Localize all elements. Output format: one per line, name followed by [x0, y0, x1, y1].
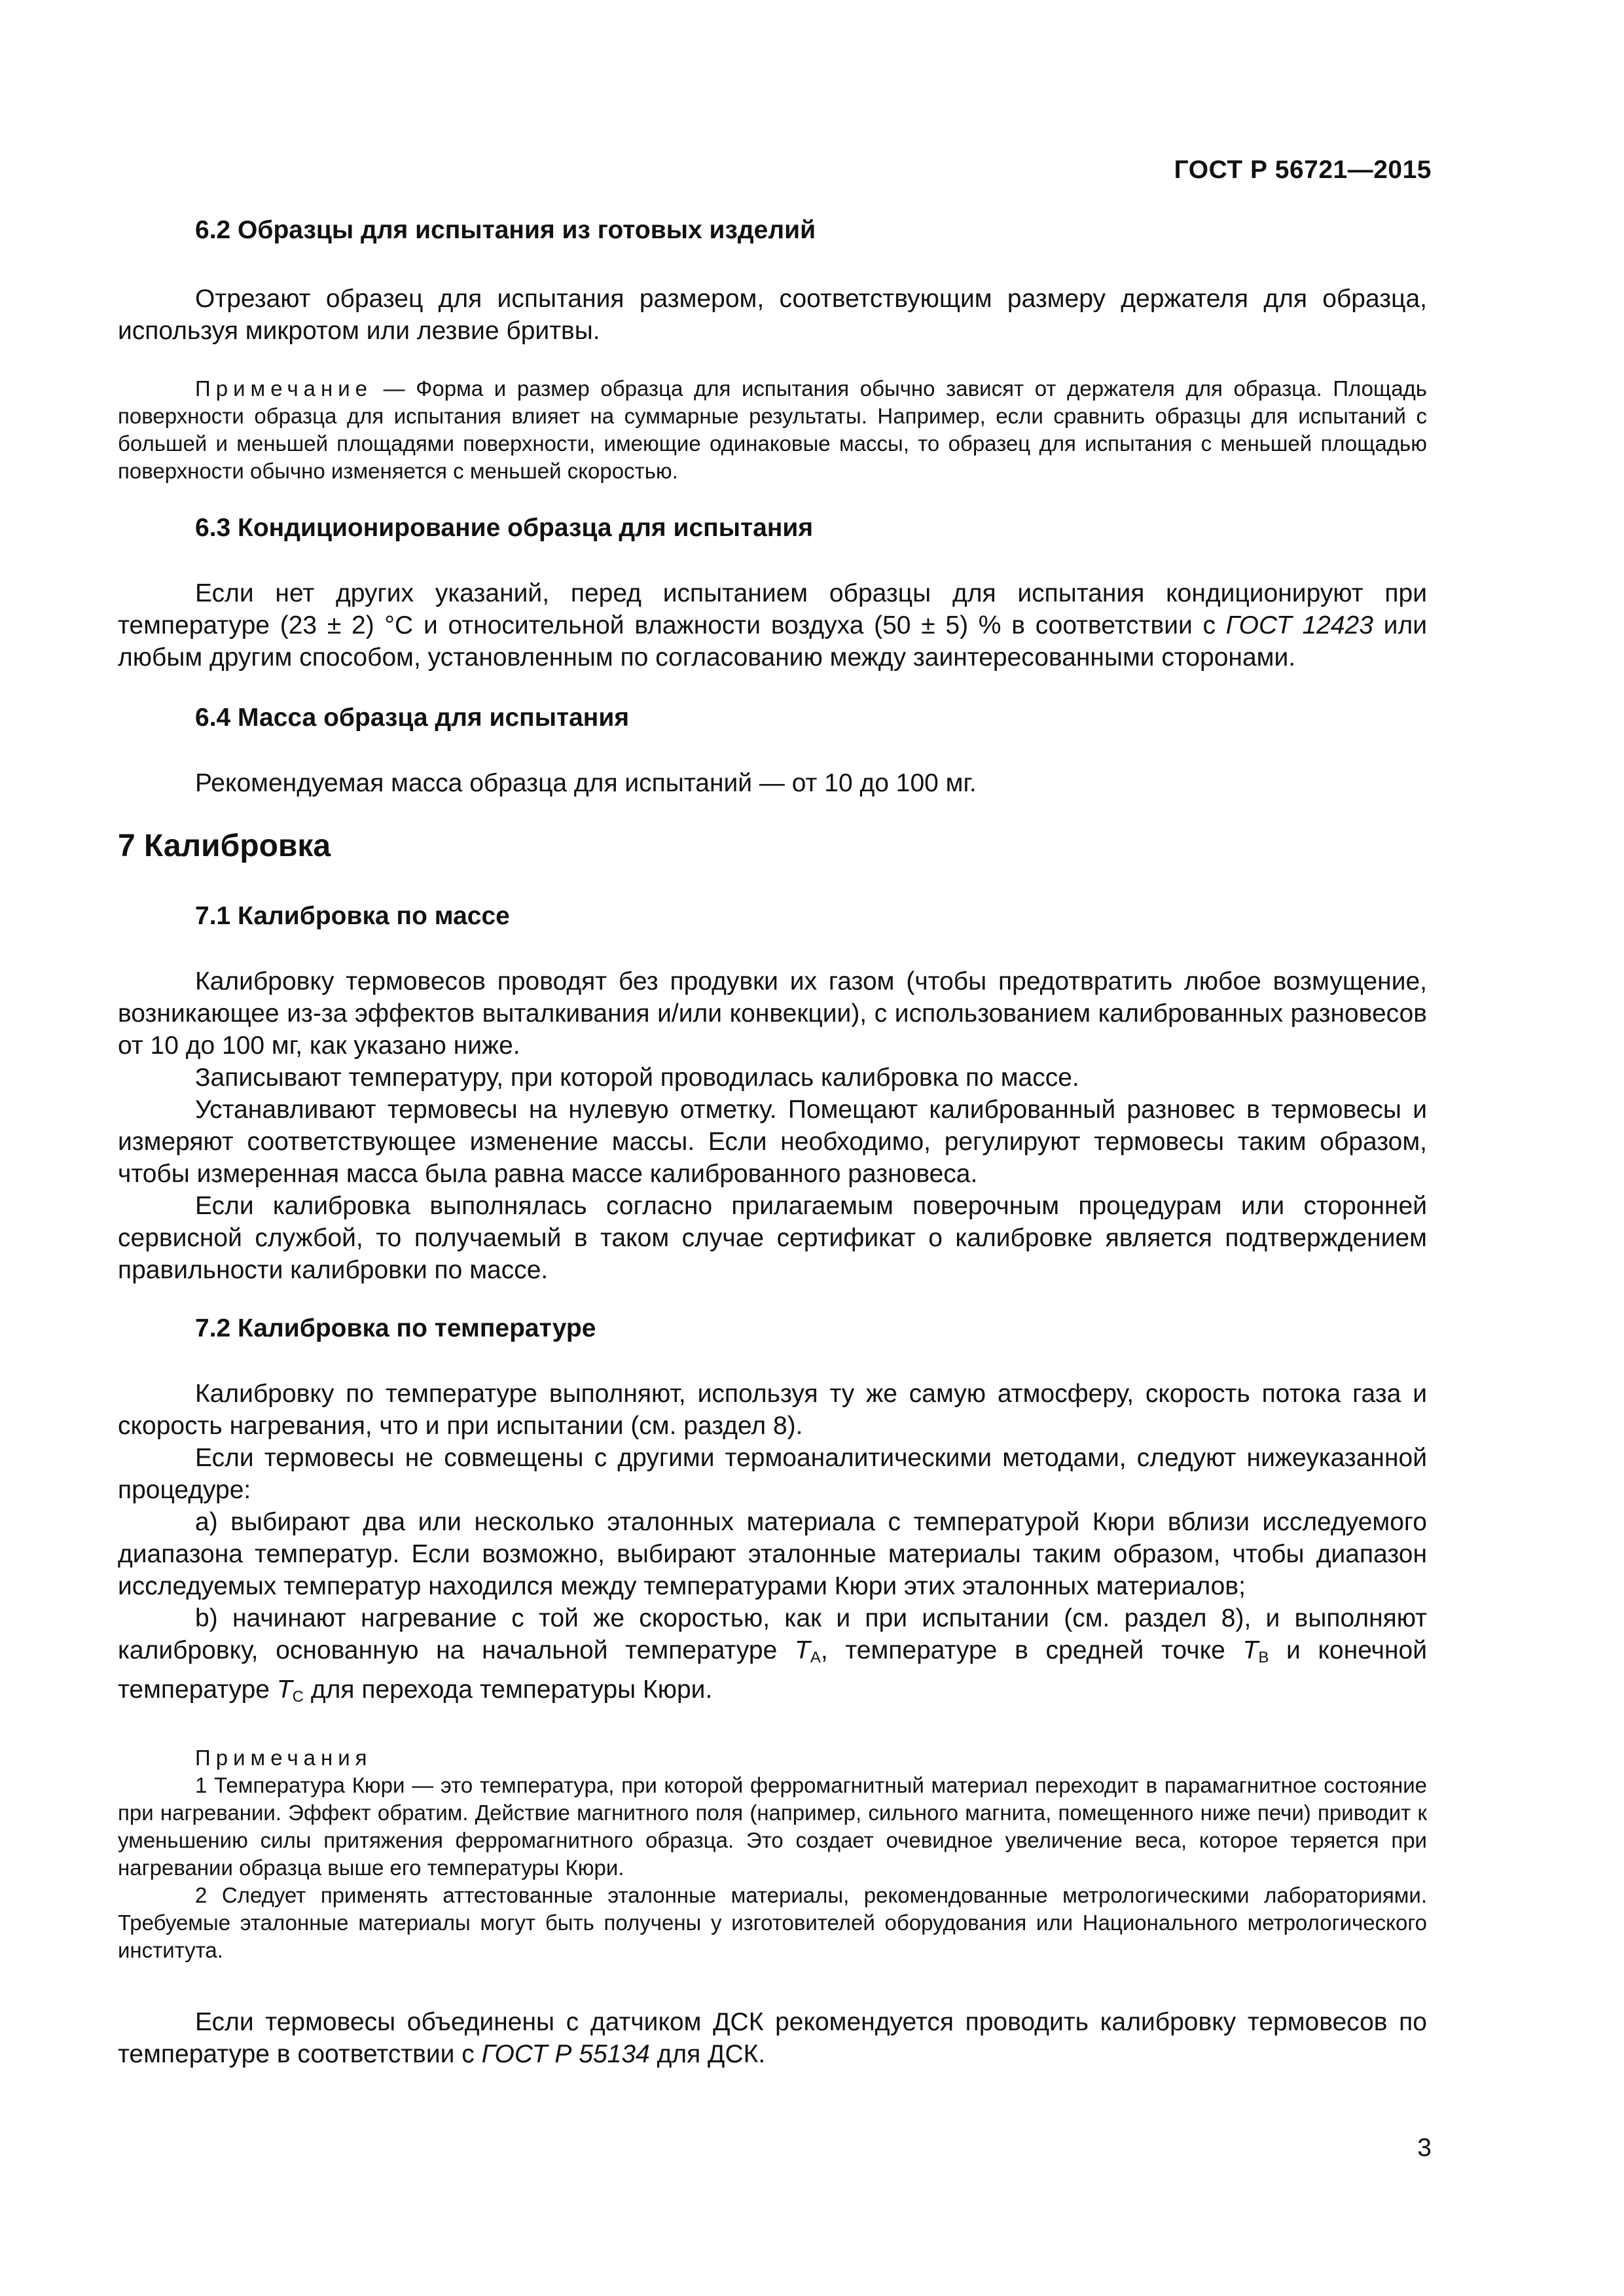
subscript: C: [292, 1688, 304, 1706]
note-text: [118, 375, 1427, 485]
symbol-t: T: [276, 1676, 293, 1704]
paragraph-6-4: [118, 767, 1427, 799]
note-2: 2 Следует применять аттестованные эталонные материалы, рекомендованные метрологическими лабораториями. Требуемые эталонные материалы могут быть получены у изготовителей оборудования или Национального метрологического института.: [118, 1883, 1427, 1962]
paragraph-text: Если калибровка выполнялась согласно прилагаемым поверочным процедурам или сторонней сервисной службой, то получаемый в таком случае сертификат о калибровке является подтверждением правильности калибровки по массе.: [118, 1192, 1427, 1284]
paragraph-text: Записывают температуру, при которой проводилась калибровка по массе.: [195, 1064, 1079, 1092]
paragraph-text: Если термовесы не совмещены с другими термоаналитическими методами, следуют нижеуказанной процедуре:: [118, 1444, 1427, 1504]
standard-reference: ГОСТ Р 55134: [481, 2040, 650, 2068]
section-7-2-body: [118, 1378, 1427, 1713]
symbol-t: T: [1242, 1636, 1259, 1664]
paragraph-6-3: [118, 577, 1427, 673]
subscript: A: [810, 1649, 821, 1666]
subscript: B: [1258, 1649, 1269, 1666]
list-item-a: a) выбирают два или несколько эталонных материала с температурой Кюри вблизи исследуемого диапазона температур. Если возможно, выбирают эталонные материалы таким образом, чтобы диапазон исследуемых температур находился между температурами Кюри этих эталонных материалов;: [118, 1508, 1427, 1600]
document-code: ГОСТ Р 56721—2015: [1174, 156, 1432, 184]
paragraph-text: [118, 2006, 1427, 2070]
paragraph-text: Калибровку по температуре выполняют, используя ту же самую атмосферу, скорость потока газа и скорость нагревания, что и при испытании (см. раздел 8).: [118, 1380, 1427, 1440]
text-run: b) начинают нагревание с той же скоростью, как и при испытании (см. раздел 8), и выполняют калибровку, основанную на начальной температуре: [118, 1604, 1427, 1664]
text-run: для перехода температуры Кюри.: [304, 1676, 713, 1704]
final-paragraph: [118, 2006, 1427, 2070]
paragraph-text: Рекомендуемая масса образца для испытаний — от 10 до 100 мг.: [195, 769, 977, 797]
paragraph-text: Устанавливают термовесы на нулевую отметку. Помещают калиброванный разновес в термовесы и измеряют соответствующее изменение массы. Если необходимо, регулируют термовесы таким образом, чтобы измеренная масса была равна массе калиброванного разновеса.: [118, 1096, 1427, 1188]
text-run: или любым другим способом, установленным по согласованию между заинтересованными сторонами.: [118, 611, 1427, 672]
heading-6-3: 6.3 Кондиционирование образца для испытания: [195, 514, 814, 542]
paragraph-6-2: [118, 283, 1427, 347]
note-body: — Форма и размер образца для испытания обычно зависят от держателя для образца. Площадь поверхности образца для испытания влияет на суммарные результаты. Например, если сравнить образцы для испытаний с большей и меньшей площадями поверхности, имеющие одинаковые массы, то образец для испытания с меньшей площадью поверхности обычно изменяется с меньшей скоростью.: [118, 376, 1427, 483]
note-6-2: [118, 375, 1427, 485]
notes-label: [118, 1744, 1427, 1772]
heading-6-2: 6.2 Образцы для испытания из готовых изделий: [195, 216, 816, 244]
text-run: и конечной температуре: [118, 1636, 1428, 1704]
paragraph-text: [118, 577, 1427, 673]
heading-7-2: 7.2 Калибровка по температуре: [195, 1314, 596, 1342]
text-run: , температуре в средней точке: [820, 1636, 1243, 1664]
text-run: для ДСК.: [649, 2040, 766, 2068]
paragraph-text: Отрезают образец для испытания размером, соответствующим размеру держателя для образца, используя микротом или лезвие бритвы.: [118, 285, 1427, 345]
text-run: Если нет других указаний, перед испытанием образцы для испытания кондиционируют при температуре (23 ± 2) °С и относительной влажности воздуха (50 ± 5) % в соответствии с: [118, 579, 1427, 639]
heading-6-4: 6.4 Масса образца для испытания: [195, 704, 630, 732]
page-number: 3: [1417, 2134, 1432, 2162]
paragraph-text: Калибровку термовесов проводят без продувки их газом (чтобы предотвратить любое возмущение, возникающее из-за эффектов выталкивания и/или конвекции), с использованием калиброванных разновесов от 10 до 100 мг, как указано ниже.: [118, 967, 1427, 1060]
note-label: Примечание: [195, 376, 373, 401]
notes-label-text: Примечания: [195, 1746, 372, 1770]
list-item-b: [118, 1602, 1427, 1713]
text-run: Если термовесы объединены с датчиком ДСК рекомендуется проводить калибровку термовесов по температуре в соответствии с: [118, 2008, 1427, 2068]
section-7-1-body: [118, 965, 1427, 1286]
symbol-t: T: [794, 1636, 810, 1664]
note-1: 1 Температура Кюри — это температура, при которой ферромагнитный материал переходит в парамагнитное состояние при нагревании. Эффект обратим. Действие магнитного поля (например, сильного магнита, помещенного ниже печи) приводит к уменьшению силы притяжения ферромагнитного образца. Это создает очевидное увеличение веса, которое теряется при нагревании образца выше его температуры Кюри.: [118, 1773, 1427, 1880]
heading-7: 7 Калибровка: [118, 829, 331, 863]
standard-reference: ГОСТ 12423: [1225, 611, 1373, 639]
notes-7-2: [118, 1744, 1427, 1964]
heading-7-1: 7.1 Калибровка по массе: [195, 902, 510, 930]
